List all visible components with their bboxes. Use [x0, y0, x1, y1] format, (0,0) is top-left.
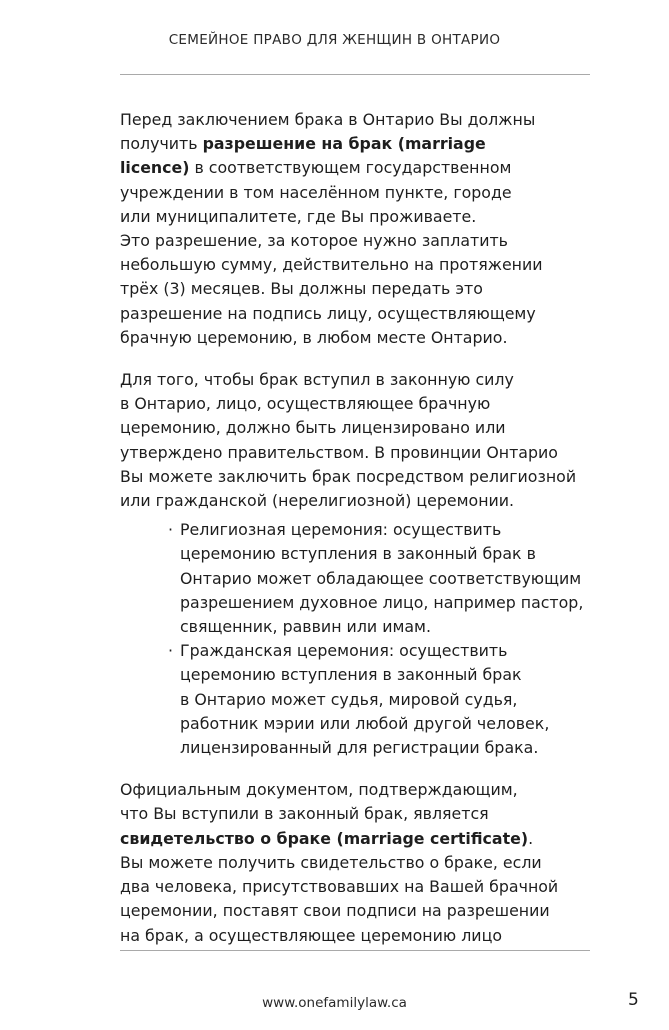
text-line: Официальным документом, подтверждающим, [120, 780, 518, 800]
footer-divider [120, 950, 590, 951]
text-segment: . [528, 828, 534, 848]
text-line: церемонию, должно быть лицензировано или [120, 418, 506, 438]
text-line: брачную церемонию, в любом месте Онтарио. [120, 327, 508, 347]
text-line: Для того, чтобы брак вступил в законную силу [120, 370, 514, 390]
text-line [120, 132, 598, 156]
bullet-dot: · [168, 641, 174, 661]
text-line: Гражданская церемония: осуществить [180, 641, 508, 661]
text-line: на брак, а осуществляющее церемонию лицо [120, 925, 502, 945]
text-segment: получить [120, 134, 203, 154]
text-line: Это разрешение, за которое нужно заплатить [120, 231, 508, 251]
text-line: учреждении в том населённом пункте, городе [120, 182, 512, 202]
text-line: Вы можете получить свидетельство о браке, если [120, 852, 542, 872]
text-line: церемонию вступления в законный брак в [180, 544, 536, 564]
text-line: небольшую сумму, действительно на протяжении [120, 255, 543, 275]
term-marriage-certificate: свидетельство о браке (marriage certificate) [120, 828, 529, 848]
text-line: в Онтарио, лицо, осуществляющее брачную [120, 394, 491, 414]
text-line: разрешением духовное лицо, например пастор, [180, 592, 584, 612]
ceremony-list [120, 518, 598, 760]
running-header: СЕМЕЙНОЕ ПРАВО ДЛЯ ЖЕНЩИН В ОНТАРИО [168, 32, 501, 48]
text-line: работник мэрии или любой другой человек, [180, 713, 550, 733]
term-marriage-licence-cont: licence) [120, 158, 190, 178]
text-line: что Вы вступили в законный брак, является [120, 804, 489, 824]
paragraph-marriage-licence [120, 108, 598, 350]
text-line: или гражданской (нерелигиозной) церемонии. [120, 491, 515, 511]
text-line: трёх (3) месяцев. Вы должны передать это [120, 279, 483, 299]
text-line: церемонию вступления в законный брак [180, 665, 522, 685]
text-line: Религиозная церемония: осуществить [180, 520, 502, 540]
text-line: Перед заключением брака в Онтарио Вы должны [120, 110, 536, 129]
text-line: или муниципалитете, где Вы проживаете. [120, 206, 477, 226]
text-line: в Онтарио может судья, мировой судья, [180, 689, 518, 709]
list-item-religious-ceremony [120, 518, 598, 639]
page-body [120, 108, 598, 966]
text-line: Онтарио может обладающее соответствующим [180, 568, 582, 588]
page-number: 5 [628, 990, 639, 1010]
text-segment: в соответствующем государственном [189, 158, 512, 178]
footer-website-link[interactable]: www.onefamilylaw.ca [262, 995, 407, 1011]
bullet-dot: · [168, 520, 174, 540]
text-line: разрешение на подпись лицу, осуществляющему [120, 303, 536, 323]
header-divider [120, 74, 590, 75]
text-line: лицензированный для регистрации брака. [180, 738, 539, 758]
list-item-civil-ceremony [120, 639, 598, 760]
text-line: утверждено правительством. В провинции Онтарио [120, 442, 558, 462]
paragraph-ceremony-types [120, 368, 598, 513]
term-marriage-licence: разрешение на брак (marriage [202, 134, 486, 154]
text-line: Вы можете заключить брак посредством религиозной [120, 466, 577, 486]
list-item-text [180, 518, 598, 639]
text-line: церемонии, поставят свои подписи на разрешении [120, 901, 550, 921]
text-line: два человека, присутствовавших на Вашей брачной [120, 877, 559, 897]
text-line [120, 827, 598, 851]
paragraph-marriage-certificate [120, 778, 598, 947]
text-line: священник, раввин или имам. [180, 617, 431, 637]
list-item-text [180, 639, 598, 760]
text-line [120, 156, 598, 180]
